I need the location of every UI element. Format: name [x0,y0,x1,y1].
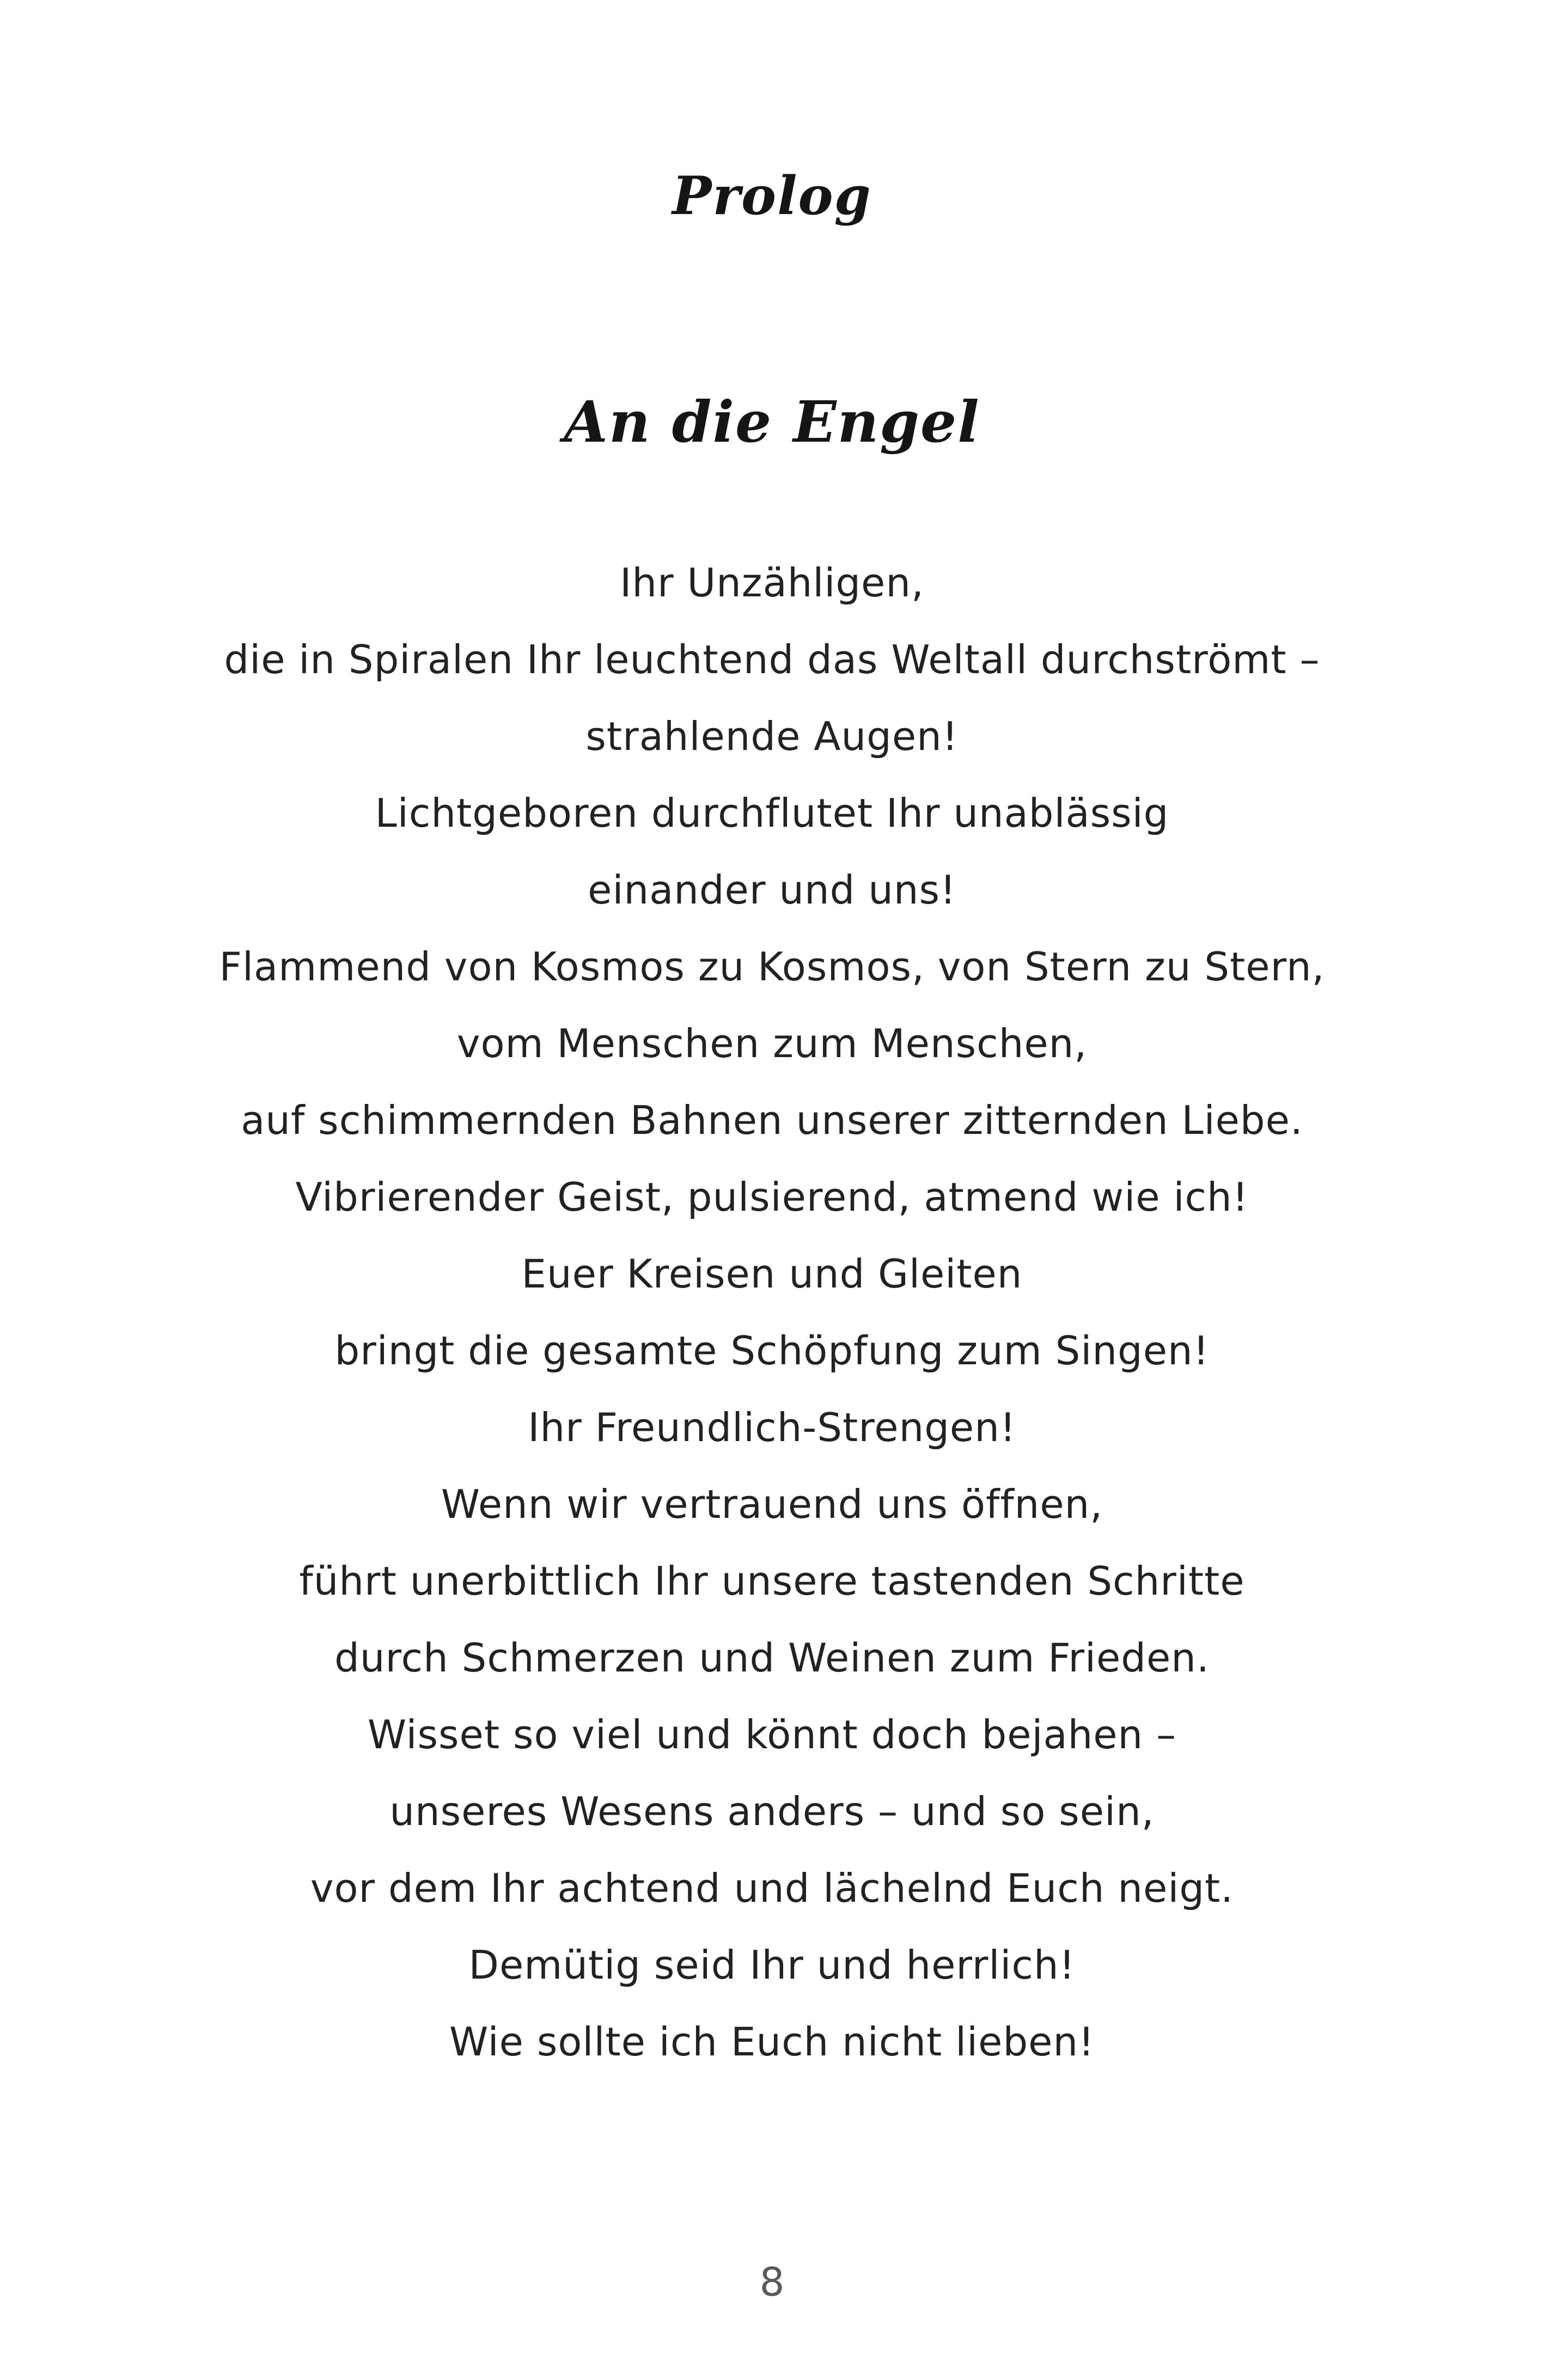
poem-line: einander und uns! [588,867,956,913]
poem-line: Ihr Unzähligen, [620,560,924,606]
section-title: Prolog [672,165,872,227]
poem-line: Euer Kreisen und Gleiten [521,1251,1023,1297]
poem-line: Wenn wir vertrauend uns öffnen, [441,1481,1103,1527]
poem-line: Lichtgeboren durchflutet Ihr unablässig [375,790,1169,836]
poem-line: durch Schmerzen und Weinen zum Frieden. [334,1635,1210,1681]
poem-title: An die Engel [564,388,980,455]
poem-line: die in Spiralen Ihr leuchtend das Weltall durchströmt – [224,637,1320,682]
poem-line: unseres Wesens anders – und so sein, [389,1789,1155,1834]
poem-line: Wie sollte ich Euch nicht lieben! [449,2019,1095,2065]
poem-line: Wisset so viel und könnt doch bejahen – [367,1712,1177,1757]
poem-line: Flammend von Kosmos zu Kosmos, von Stern zu Stern, [219,944,1325,990]
poem-body [0,545,1544,2080]
poem-line: führt unerbittlich Ihr unsere tastenden Schritte [299,1558,1245,1604]
poem-line: vor dem Ihr achtend und lächelnd Euch neigt. [310,1865,1234,1911]
poem-line: Ihr Freundlich-Strengen! [528,1405,1016,1450]
poem-line: bringt die gesamte Schöpfung zum Singen! [334,1328,1210,1374]
page-number: 8 [759,2259,785,2305]
poem-line: auf schimmernden Bahnen unserer zitternden Liebe. [241,1097,1303,1143]
poem-line: vom Menschen zum Menschen, [456,1021,1088,1066]
poem-line: Demütig seid Ihr und herrlich! [468,1942,1076,1988]
poem-line: strahlende Augen! [585,713,959,759]
poem-line: Vibrierender Geist, pulsierend, atmend wie ich! [295,1174,1249,1220]
